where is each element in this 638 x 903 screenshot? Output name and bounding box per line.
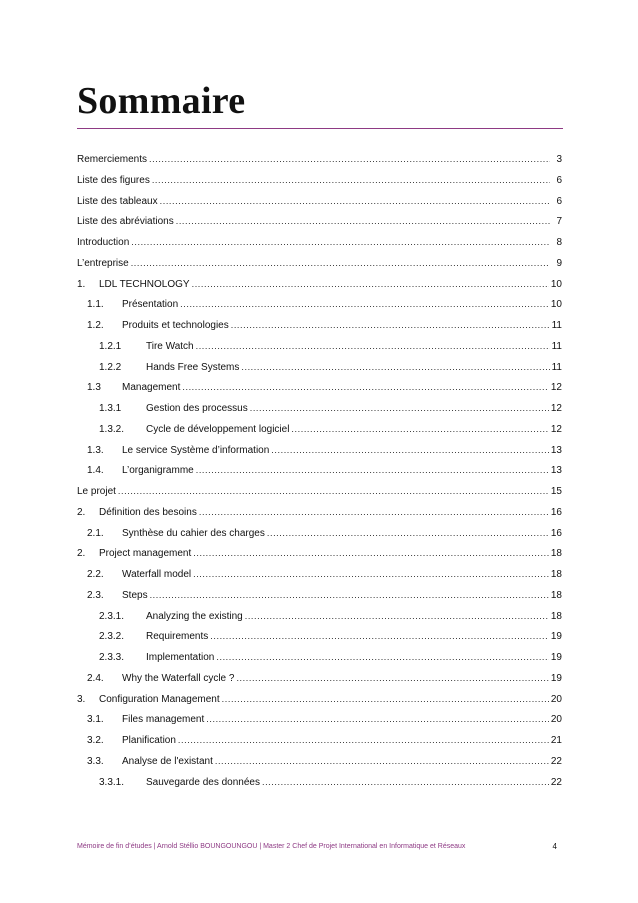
toc-entry-page: 16 — [550, 527, 562, 539]
toc-entry-number: 2.3. — [87, 589, 104, 601]
table-of-contents — [77, 149, 562, 792]
toc-entry-label: Steps — [122, 589, 148, 601]
toc-entry[interactable] — [77, 315, 562, 336]
toc-entry[interactable] — [77, 564, 562, 585]
toc-entry-page: 13 — [550, 444, 562, 456]
toc-dot-leader — [216, 647, 549, 668]
toc-dot-leader — [193, 564, 549, 585]
toc-dot-leader — [193, 543, 549, 564]
toc-entry-number: 2. — [77, 548, 86, 560]
toc-entry-number: 3.3. — [87, 755, 104, 767]
toc-entry-label: Hands Free Systems — [146, 361, 240, 373]
toc-entry-number: 1.4. — [87, 465, 104, 477]
toc-entry[interactable] — [77, 626, 562, 647]
toc-entry-number: 1.3.1 — [99, 403, 122, 414]
page-title: Sommaire — [77, 80, 246, 122]
toc-entry[interactable] — [77, 398, 562, 419]
page-footer — [77, 842, 563, 852]
toc-entry[interactable] — [77, 502, 562, 523]
toc-entry-page: 7 — [556, 216, 562, 228]
toc-dot-leader — [149, 149, 550, 170]
toc-entry[interactable] — [77, 689, 562, 710]
toc-dot-leader — [215, 751, 549, 772]
toc-entry[interactable] — [77, 419, 562, 440]
toc-entry-page: 18 — [550, 589, 562, 601]
toc-entry[interactable] — [77, 668, 562, 689]
toc-entry-number: 2.1. — [87, 527, 104, 539]
toc-entry[interactable] — [77, 647, 562, 668]
toc-entry-label: L’entreprise — [77, 257, 129, 269]
toc-entry-page: 18 — [550, 548, 562, 560]
toc-entry-page: 15 — [550, 486, 562, 497]
toc-dot-leader — [182, 377, 549, 398]
toc-entry-number: 1.1. — [87, 299, 104, 311]
toc-dot-leader — [271, 440, 549, 461]
toc-dot-leader — [199, 502, 549, 523]
toc-dot-leader — [150, 585, 549, 606]
toc-entry[interactable] — [77, 274, 562, 295]
toc-entry-number: 1.2. — [87, 320, 104, 331]
toc-entry[interactable] — [77, 357, 562, 378]
toc-entry-number: 1.3.2. — [99, 423, 125, 435]
toc-entry-number: 3.2. — [87, 735, 104, 746]
toc-entry[interactable] — [77, 440, 562, 461]
toc-entry-page: 13 — [550, 465, 562, 477]
toc-entry-page: 6 — [556, 174, 562, 186]
toc-dot-leader — [241, 357, 549, 378]
toc-entry-label: Liste des abréviations — [77, 216, 174, 228]
toc-entry-label: LDL TECHNOLOGY — [99, 278, 190, 290]
toc-entry-number: 3.3.1. — [99, 776, 125, 788]
toc-entry-page: 9 — [556, 257, 562, 269]
toc-dot-leader — [196, 336, 550, 357]
toc-entry-label: Cycle de développement logiciel — [146, 423, 290, 435]
toc-entry[interactable] — [77, 294, 562, 315]
toc-entry-label: Project management — [99, 548, 192, 560]
toc-dot-leader — [210, 626, 549, 647]
toc-entry-label: Présentation — [122, 299, 179, 311]
title-divider — [77, 128, 563, 129]
toc-entry[interactable] — [77, 253, 562, 274]
toc-entry-label: Remerciements — [77, 154, 148, 165]
toc-entry-page: 8 — [556, 237, 562, 248]
toc-entry-page: 10 — [550, 278, 562, 290]
toc-entry-page: 11 — [551, 340, 562, 352]
toc-entry-page: 18 — [550, 569, 562, 580]
toc-entry[interactable] — [77, 730, 562, 751]
toc-entry-page: 12 — [550, 423, 562, 435]
toc-entry-label: Management — [122, 382, 181, 394]
toc-entry-label: Le projet — [77, 486, 116, 497]
toc-entry-page: 6 — [556, 195, 562, 207]
toc-entry[interactable] — [77, 170, 562, 191]
toc-entry-label: Produits et technologies — [122, 320, 229, 331]
toc-entry[interactable] — [77, 377, 562, 398]
toc-entry[interactable] — [77, 460, 562, 481]
toc-entry-label: Liste des figures — [77, 174, 150, 186]
toc-entry-page: 19 — [550, 652, 562, 663]
toc-dot-leader — [131, 232, 550, 253]
toc-dot-leader — [196, 460, 549, 481]
toc-entry-number: 3. — [77, 693, 86, 705]
toc-entry[interactable] — [77, 772, 562, 793]
toc-dot-leader — [152, 170, 550, 191]
toc-entry-number: 2.3.1. — [99, 610, 125, 622]
toc-entry-page: 3 — [556, 154, 562, 165]
toc-dot-leader — [192, 274, 549, 295]
toc-dot-leader — [180, 294, 549, 315]
toc-dot-leader — [131, 253, 550, 274]
toc-dot-leader — [178, 730, 549, 751]
toc-entry-number: 1.3 — [87, 382, 101, 394]
toc-entry-page: 11 — [551, 320, 562, 331]
toc-entry-label: Introduction — [77, 237, 130, 248]
toc-dot-leader — [176, 211, 550, 232]
toc-entry[interactable] — [77, 523, 562, 544]
toc-entry-label: Sauvegarde des données — [146, 776, 260, 788]
toc-entry-label: Configuration Management — [99, 693, 220, 705]
toc-entry-page: 16 — [550, 506, 562, 518]
toc-dot-leader — [236, 668, 548, 689]
toc-entry[interactable] — [77, 543, 562, 564]
toc-dot-leader — [206, 709, 549, 730]
toc-dot-leader — [262, 772, 549, 793]
toc-dot-leader — [118, 481, 549, 502]
toc-entry-page: 22 — [550, 755, 562, 767]
toc-entry-number: 1.3. — [87, 444, 104, 456]
toc-entry[interactable] — [77, 585, 562, 606]
toc-entry-page: 12 — [550, 403, 562, 414]
toc-entry[interactable] — [77, 709, 562, 730]
toc-entry-number: 3.1. — [87, 714, 104, 726]
toc-entry-label: Liste des tableaux — [77, 195, 158, 207]
toc-dot-leader — [245, 606, 549, 627]
toc-entry-label: Requirements — [146, 631, 209, 643]
toc-entry-page: 10 — [550, 299, 562, 311]
toc-entry-label: Planification — [122, 735, 176, 746]
toc-dot-leader — [231, 315, 550, 336]
footer-text: Mémoire de fin d’études | Arnold Stéllio BOUNGOUNGOU | Master 2 Chef de Projet International en Informatique et Réseaux — [77, 843, 466, 850]
toc-entry-page: 18 — [550, 610, 562, 622]
toc-dot-leader — [250, 398, 549, 419]
toc-entry[interactable] — [77, 191, 562, 212]
toc-entry-label: Synthèse du cahier des charges — [122, 527, 265, 539]
toc-entry-label: Définition des besoins — [99, 506, 197, 518]
toc-entry-page: 19 — [550, 672, 562, 684]
toc-entry-number: 2.3.3. — [99, 652, 125, 663]
toc-entry-number: 1. — [77, 278, 86, 290]
toc-entry-label: Analyzing the existing — [146, 610, 243, 622]
toc-entry-page: 20 — [550, 693, 562, 705]
toc-entry[interactable] — [77, 606, 562, 627]
footer-page-number: 4 — [552, 842, 557, 851]
toc-entry-page: 11 — [551, 361, 562, 373]
toc-entry[interactable] — [77, 211, 562, 232]
toc-entry-page: 20 — [550, 714, 562, 726]
toc-entry-page: 12 — [550, 382, 562, 394]
toc-dot-leader — [291, 419, 548, 440]
toc-entry[interactable] — [77, 481, 562, 502]
toc-entry[interactable] — [77, 149, 562, 170]
toc-entry-label: Why the Waterfall cycle ? — [122, 672, 235, 684]
toc-entry-label: Gestion des processus — [146, 403, 248, 414]
toc-entry-label: Implementation — [146, 652, 215, 663]
toc-entry-label: Waterfall model — [122, 569, 192, 580]
toc-entry[interactable] — [77, 232, 562, 253]
toc-entry-label: L’organigramme — [122, 465, 194, 477]
toc-dot-leader — [222, 689, 549, 710]
toc-dot-leader — [267, 523, 549, 544]
toc-entry[interactable] — [77, 751, 562, 772]
toc-entry-number: 2.3.2. — [99, 631, 125, 643]
toc-entry-label: Files management — [122, 714, 205, 726]
toc-entry-number: 2. — [77, 506, 86, 518]
toc-entry-page: 22 — [550, 776, 562, 788]
toc-entry-number: 2.4. — [87, 672, 104, 684]
toc-dot-leader — [160, 191, 550, 212]
toc-entry-number: 1.2.1 — [99, 340, 122, 352]
toc-entry-label: Analyse de l'existant — [122, 755, 213, 767]
toc-entry-number: 1.2.2 — [99, 361, 122, 373]
toc-entry-number: 2.2. — [87, 569, 104, 580]
toc-entry[interactable] — [77, 336, 562, 357]
toc-entry-page: 19 — [550, 631, 562, 643]
toc-entry-label: Le service Système d’information — [122, 444, 270, 456]
toc-entry-page: 21 — [550, 735, 562, 746]
toc-entry-label: Tire Watch — [146, 340, 194, 352]
